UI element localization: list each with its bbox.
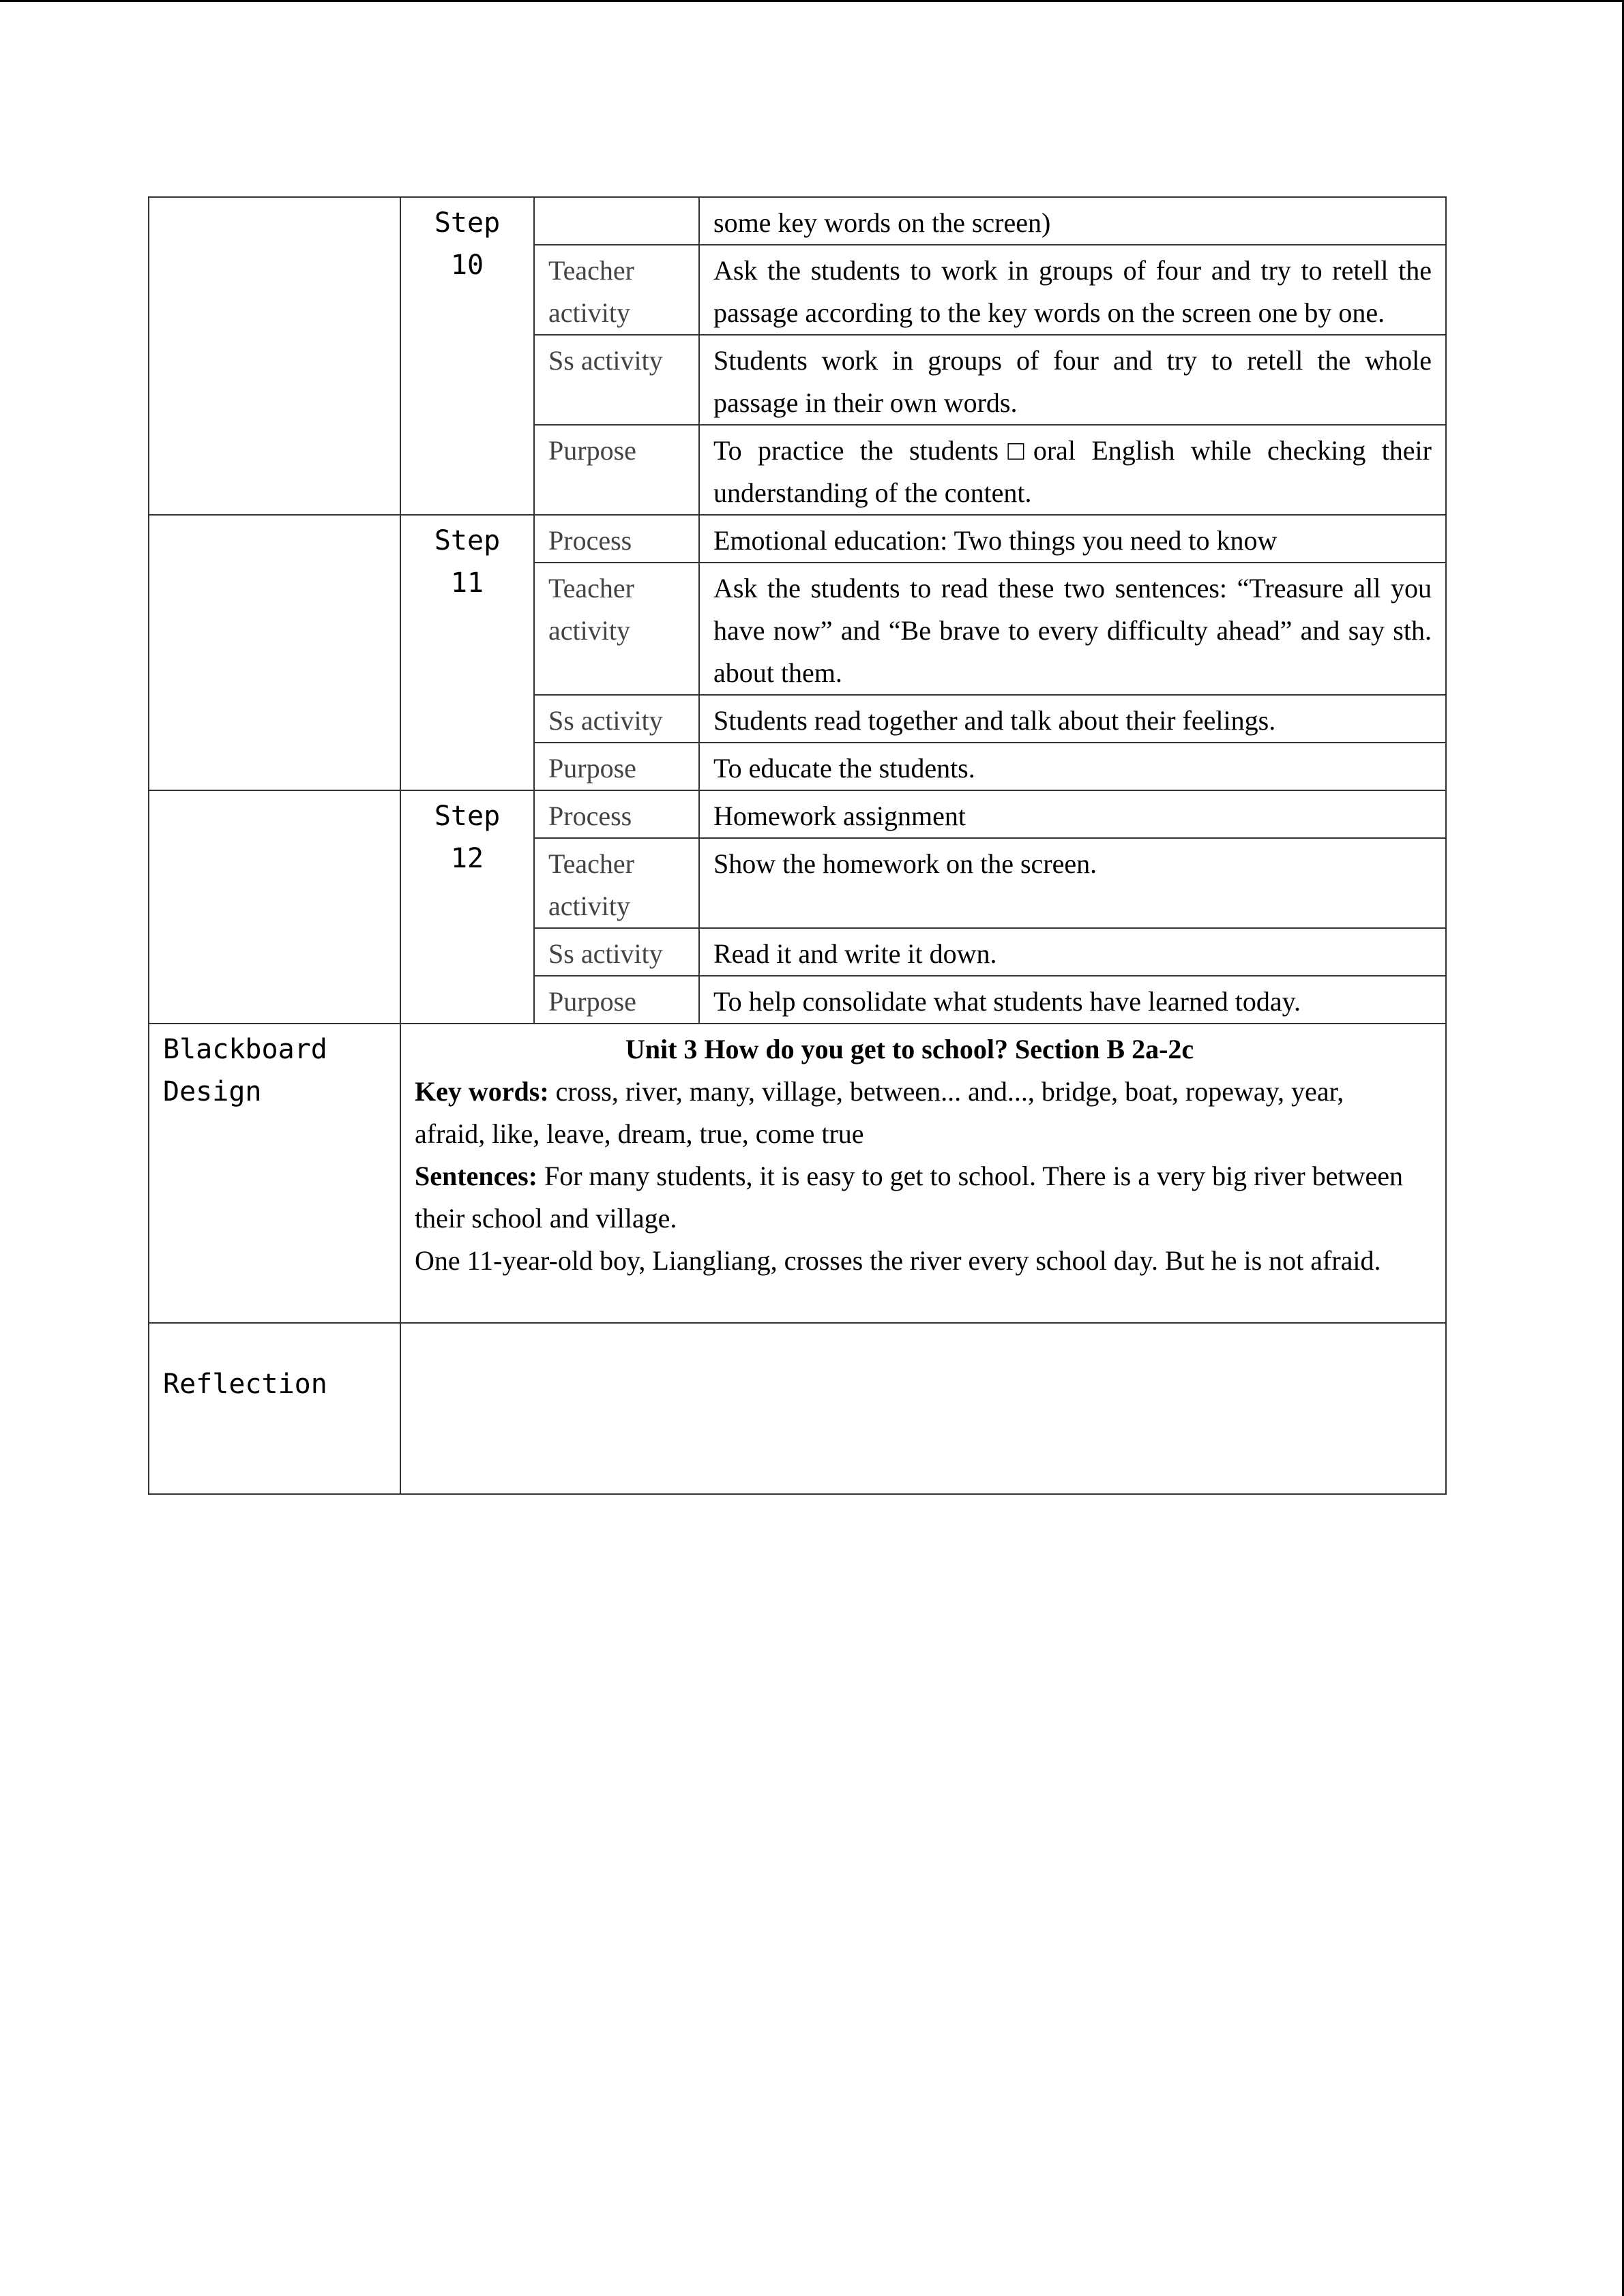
blackboard-label: Blackboard Design [149,1024,400,1323]
section-cell [149,790,400,1024]
row-label: Process [534,790,699,838]
blackboard-title: Unit 3 How do you get to school? Section B 2a-2c [625,1034,1194,1064]
row-text: To practice the students□oral English while checking their understanding of the content. [699,425,1446,515]
row-text: To educate the students. [699,743,1446,790]
row-label: Teacher activity [534,838,699,928]
row-text: To help consolidate what students have learned today. [699,976,1446,1024]
sentences-text-1: For many students, it is easy to get to school. There is a very big river between their school and village. [415,1161,1403,1234]
table-row [149,515,1446,563]
blackboard-row [149,1024,1446,1323]
row-text: Ask the students to read these two sentences: “Treasure all you have now” and “Be brave to every difficulty ahead” and say sth. about them. [699,563,1446,695]
row-text: Homework assignment [699,790,1446,838]
keywords-label: Key words: [415,1076,549,1107]
blackboard-keywords [415,1071,1404,1155]
row-label [534,197,699,245]
section-cell [149,515,400,790]
row-text: Emotional education: Two things you need to know [699,515,1446,563]
row-text: Read it and write it down. [699,928,1446,976]
page-border-top [0,0,1624,2]
step-label: Step 11 [400,515,534,790]
row-label: Ss activity [534,335,699,425]
step-label: Step 12 [400,790,534,1024]
sentences-text-2: One 11-year-old boy, Liangliang, crosses the river every school day. But he is not afraid. [415,1245,1381,1276]
row-text: some key words on the screen) [699,197,1446,245]
reflection-row [149,1323,1446,1494]
reflection-content [400,1323,1446,1494]
row-text: Students read together and talk about their feelings. [699,695,1446,743]
blackboard-content [400,1024,1446,1323]
table-row [149,197,1446,245]
row-label: Purpose [534,425,699,515]
table-row [149,790,1446,838]
blackboard-sentences [415,1155,1404,1240]
row-text: Ask the students to work in groups of four and try to retell the passage according to the key words on the screen one by one. [699,245,1446,335]
row-label: Ss activity [534,928,699,976]
row-text: Show the homework on the screen. [699,838,1446,928]
row-label: Teacher activity [534,245,699,335]
row-label: Purpose [534,976,699,1024]
reflection-label: Reflection [149,1323,400,1494]
row-label: Process [534,515,699,563]
sentences-label: Sentences: [415,1161,537,1191]
row-label: Teacher activity [534,563,699,695]
row-label: Ss activity [534,695,699,743]
row-text: Students work in groups of four and try to retell the whole passage in their own words. [699,335,1446,425]
step-label: Step 10 [400,197,534,515]
section-cell [149,197,400,515]
row-label: Purpose [534,743,699,790]
lesson-plan-table [148,196,1447,1495]
keywords-text: cross, river, many, village, between... and..., bridge, boat, ropeway, year, afraid, like, leave, dream, true, come true [415,1076,1344,1149]
